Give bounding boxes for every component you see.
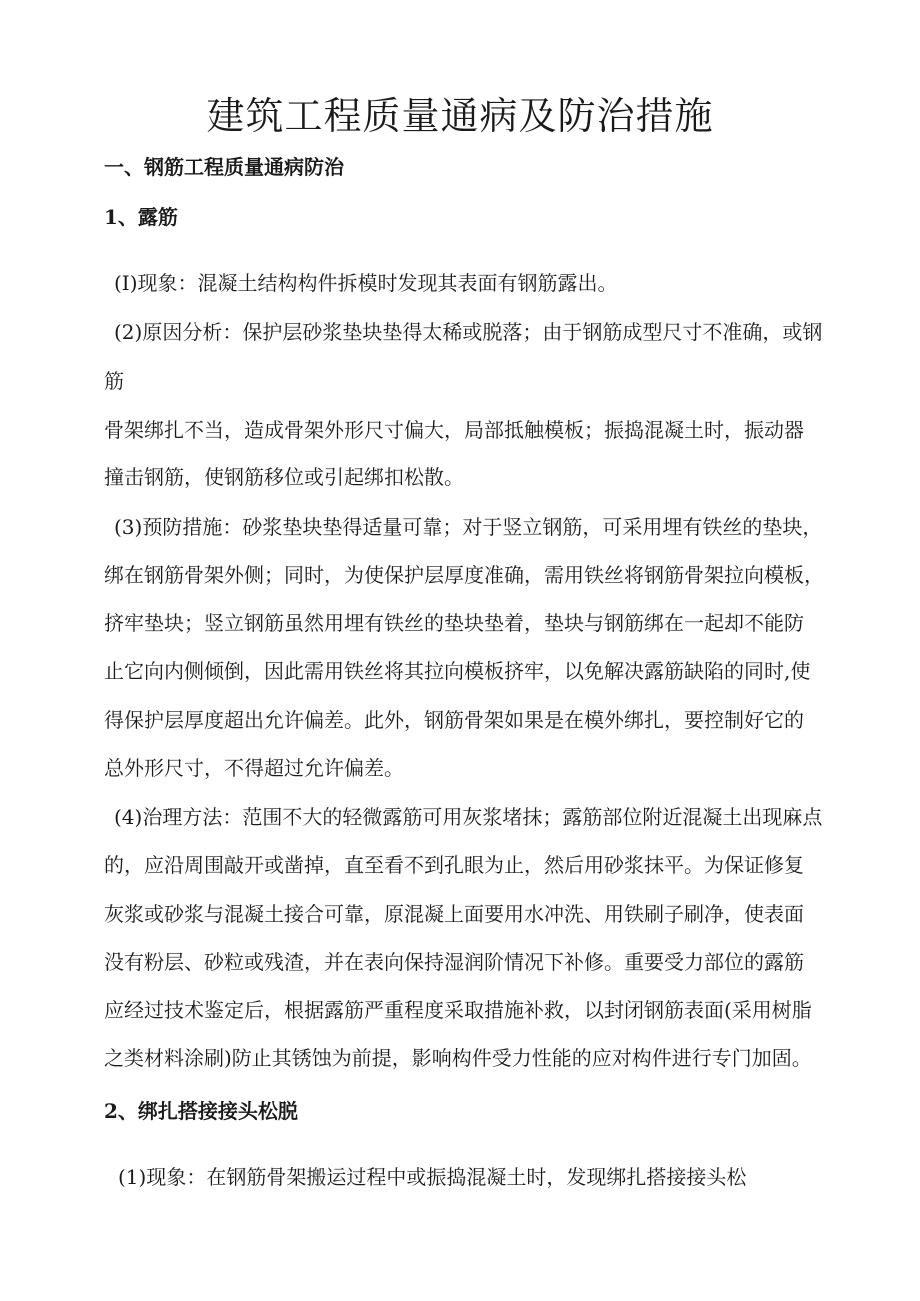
paragraph-line: (2)原因分析：保护层砂浆垫块垫得太稀或脱落；由于钢筋成型尺寸不准确，或钢 [114, 320, 823, 344]
paragraph-line: (1)现象：在钢筋骨架搬运过程中或振捣混凝土时，发现绑扎搭接接头松 [118, 1165, 747, 1189]
paragraph-line: 挤牢垫块；竖立钢筋虽然用埋有铁丝的垫块垫着，垫块与钢筋绑在一起却不能防 [104, 611, 804, 635]
paragraph-line: 绑在钢筋骨架外侧；同时，为使保护层厚度准确，需用铁丝将钢筋骨架拉向模板， [104, 563, 824, 587]
paragraph-line: 应经过技术鉴定后，根据露筋严重程度采取措施补救，以封闭钢筋表面(采用树脂 [104, 998, 812, 1022]
document-title: 建筑工程质量通病及防治措施 [206, 94, 714, 138]
paragraph-line: (4)治理方法：范围不大的轻微露筋可用灰浆堵抹；露筋部位附近混凝土出现麻点 [114, 805, 823, 829]
paragraph-line: (I)现象：混凝土结构构件拆模时发现其表面有钢筋露出。 [114, 271, 618, 295]
paragraph-line: 筋 [104, 369, 124, 393]
subsection-heading-lap-joint: 2、绑扎搭接接头松脱 [104, 1099, 298, 1123]
paragraph-line: (3)预防措施：砂浆垫块垫得适量可靠；对于竖立钢筋，可采用埋有铁丝的垫块， [114, 515, 823, 539]
paragraph-line: 得保护层厚度超出允许偏差。此外，钢筋骨架如果是在模外绑扎，要控制好它的 [104, 708, 804, 732]
paragraph-line: 撞击钢筋，使钢筋移位或引起绑扣松散。 [104, 465, 464, 489]
paragraph-line: 总外形尺寸，不得超过允许偏差。 [104, 756, 404, 780]
paragraph-line: 骨架绑扎不当，造成骨架外形尺寸偏大，局部抵触模板；振捣混凝土时，振动器 [104, 418, 804, 442]
paragraph-line: 之类材料涂刷)防止其锈蚀为前提，影响构件受力性能的应对构件进行专门加固。 [104, 1046, 812, 1070]
paragraph-line: 的，应沿周围敲开或凿掉，直至看不到孔眼为止，然后用砂浆抹平。为保证修复 [104, 853, 804, 877]
paragraph-line: 没有粉层、砂粒或残渣，并在表向保持湿润阶情况下补修。重要受力部位的露筋 [104, 950, 804, 974]
subsection-heading-exposed-rebar: 1、露筋 [104, 205, 178, 229]
section-heading-rebar: 一、钢筋工程质量通病防治 [104, 155, 344, 179]
paragraph-line: 止它向内侧倾倒，因此需用铁丝将其拉向模板挤牢，以免解决露筋缺陷的同时,使 [104, 659, 811, 683]
paragraph-line: 灰浆或砂浆与混凝土接合可靠，原混凝上面要用水冲洗、用铁刷子刷净，使表面 [104, 902, 804, 926]
